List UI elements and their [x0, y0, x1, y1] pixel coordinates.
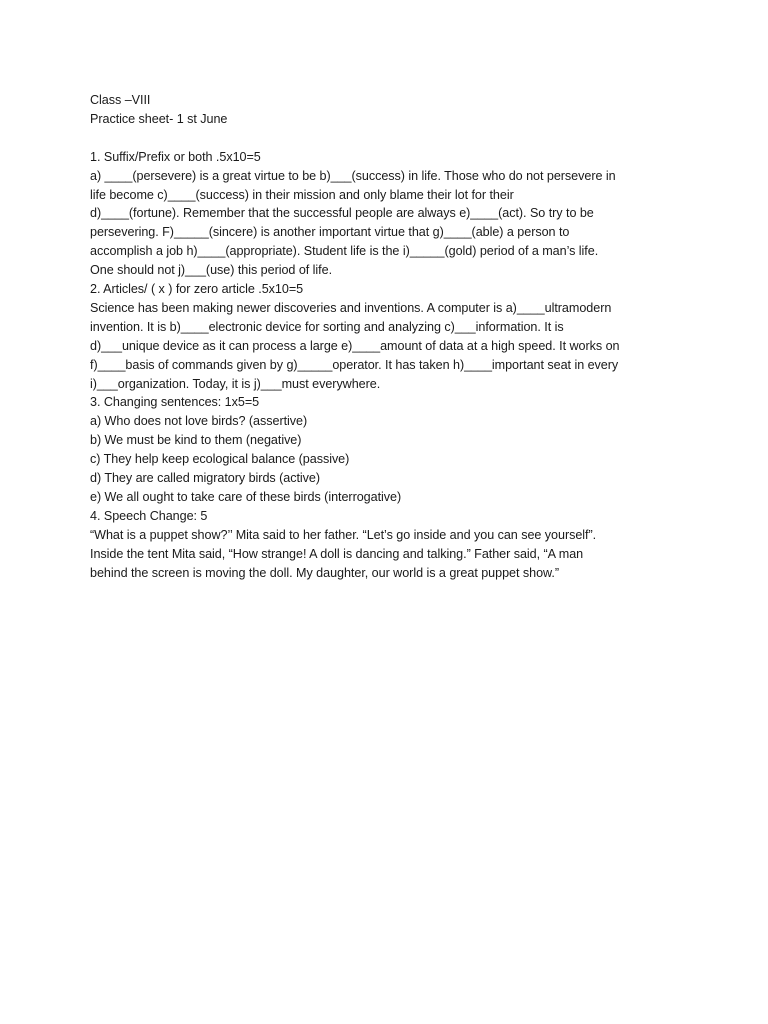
section-4-text-line: Inside the tent Mita said, “How strange! A doll is dancing and talking.” Father said, “A man [90, 546, 584, 561]
class-heading: Class –VIII [90, 93, 151, 107]
practice-sheet-document [90, 91, 690, 583]
section-1-text-line: a) ____(persevere) is a great virtue to be b)___(success) in life. Those who do not persevere in [90, 168, 616, 183]
section-3-item: e) We all ought to take care of these birds (interrogative) [90, 490, 402, 505]
section-1-text-line: life become c)____(success) in their mission and only blame their lot for their [90, 187, 514, 202]
section-2-text-line: i)___organization. Today, it is j)___must everywhere. [90, 376, 381, 391]
section-3-item: d) They are called migratory birds (active) [90, 471, 320, 486]
section-1-title: 1. Suffix/Prefix or both .5x10=5 [90, 149, 261, 164]
section-1-text-line: One should not j)___(use) this period of life. [90, 263, 333, 278]
section-1-text-line: d)____(fortune). Remember that the successful people are always e)____(act). So try to be [90, 206, 594, 221]
sheet-date-heading: Practice sheet- 1 st June [90, 111, 228, 126]
section-3-item: b) We must be kind to them (negative) [90, 433, 302, 448]
section-2-text-line: invention. It is b)____electronic device for sorting and analyzing c)___information. It is [90, 319, 564, 334]
blank-line [90, 129, 690, 148]
section-4-text-line: behind the screen is moving the doll. My daughter, our world is a great puppet show.” [90, 565, 559, 580]
section-3-item: a) Who does not love birds? (assertive) [90, 414, 308, 429]
section-2-text-line: f)____basis of commands given by g)_____operator. It has taken h)____important seat in every [90, 357, 619, 372]
section-3-title: 3. Changing sentences: 1x5=5 [90, 395, 260, 410]
section-2-text-line: d)___unique device as it can process a large e)____amount of data at a high speed. It works on [90, 338, 620, 353]
section-2-text-line: Science has been making newer discoveries and inventions. A computer is a)____ultramodern [90, 300, 612, 315]
section-4-text-line: “What is a puppet show?’’ Mita said to her father. “Let’s go inside and you can see yourself”. [90, 527, 597, 542]
section-4-title: 4. Speech Change: 5 [90, 508, 208, 523]
section-2-title: 2. Articles/ ( x ) for zero article .5x10=5 [90, 282, 304, 297]
section-1-text-line: accomplish a job h)____(appropriate). Student life is the i)_____(gold) period of a man’s life. [90, 244, 599, 259]
section-3-item: c) They help keep ecological balance (passive) [90, 452, 350, 467]
section-1-text-line: persevering. F)_____(sincere) is another important virtue that g)____(able) a person to [90, 225, 570, 240]
